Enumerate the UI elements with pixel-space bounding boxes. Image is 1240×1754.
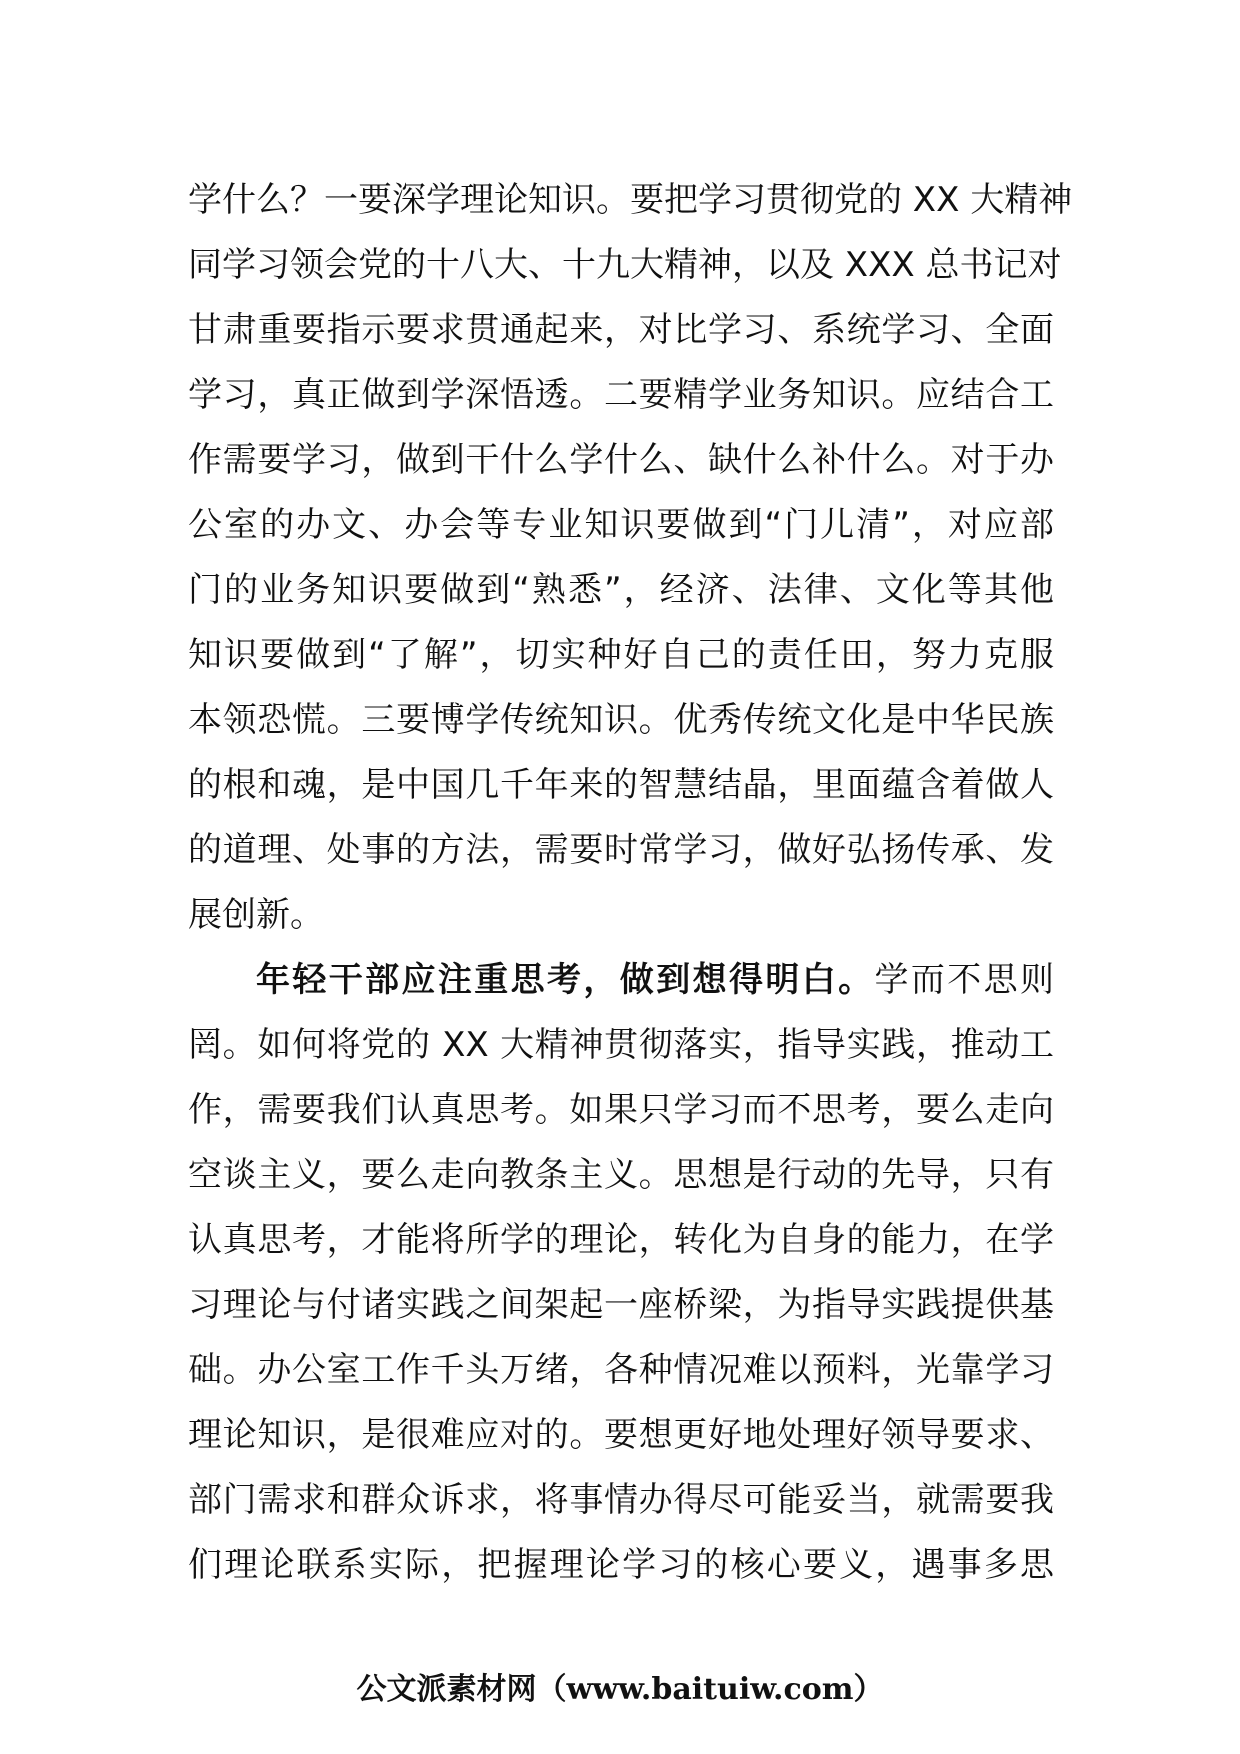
footer-source: 公文派素材网（www.baituiw.com） [356, 1672, 884, 1707]
text-line: 本领恐慌。三要博学传统知识。优秀传统文化是中华民族 [188, 700, 1054, 740]
text-line: 作，需要我们认真思考。如果只学习而不思考，要么走向 [188, 1090, 1054, 1130]
body-text [188, 168, 1073, 1598]
text-line: 空谈主义，要么走向教条主义。思想是行动的先导，只有 [188, 1155, 1054, 1195]
paragraph-first-line [188, 948, 1054, 1013]
text-line: 学什么？一要深学理论知识。要把学习贯彻党的 XX 大精神 [188, 180, 1073, 220]
text-line: 公室的办文、办会等专业知识要做到“门儿清”，对应部 [188, 505, 1054, 545]
text-line: 习理论与付诸实践之间架起一座桥梁，为指导实践提供基 [188, 1285, 1054, 1325]
text-line: 学习，真正做到学深悟透。二要精学业务知识。应结合工 [188, 375, 1054, 415]
text-line: 们理论联系实际，把握理论学习的核心要义，遇事多思 [188, 1545, 1054, 1585]
paragraph-heading: 年轻干部应注重思考，做到想得明白。 [256, 960, 875, 1000]
text-line: 罔。如何将党的 XX 大精神贯彻落实，指导实践，推动工 [188, 1025, 1054, 1065]
text-line: 部门需求和群众诉求，将事情办得尽可能妥当，就需要我 [188, 1480, 1054, 1520]
text-line: 同学习领会党的十八大、十九大精神，以及 XXX 总书记对 [188, 245, 1062, 285]
text-line: 理论知识，是很难应对的。要想更好地处理好领导要求、 [188, 1415, 1054, 1455]
text-line: 作需要学习，做到干什么学什么、缺什么补什么。对于办 [188, 440, 1054, 480]
text-line: 认真思考，才能将所学的理论，转化为自身的能力，在学 [188, 1220, 1054, 1260]
text-line: 的道理、处事的方法，需要时常学习，做好弘扬传承、发 [188, 830, 1054, 870]
text-line: 甘肃重要指示要求贯通起来，对比学习、系统学习、全面 [188, 310, 1054, 350]
text-line: 础。办公室工作千头万绪，各种情况难以预料，光靠学习 [188, 1350, 1054, 1390]
text-line: 展创新。 [188, 895, 324, 935]
paragraph-first-line-rest: 学而不思则 [874, 960, 1055, 1000]
text-line: 门的业务知识要做到“熟悉”，经济、法律、文化等其他 [188, 570, 1054, 610]
text-line: 的根和魂，是中国几千年来的智慧结晶，里面蕴含着做人 [188, 765, 1054, 805]
text-line: 知识要做到“了解”，切实种好自己的责任田，努力克服 [188, 635, 1054, 675]
